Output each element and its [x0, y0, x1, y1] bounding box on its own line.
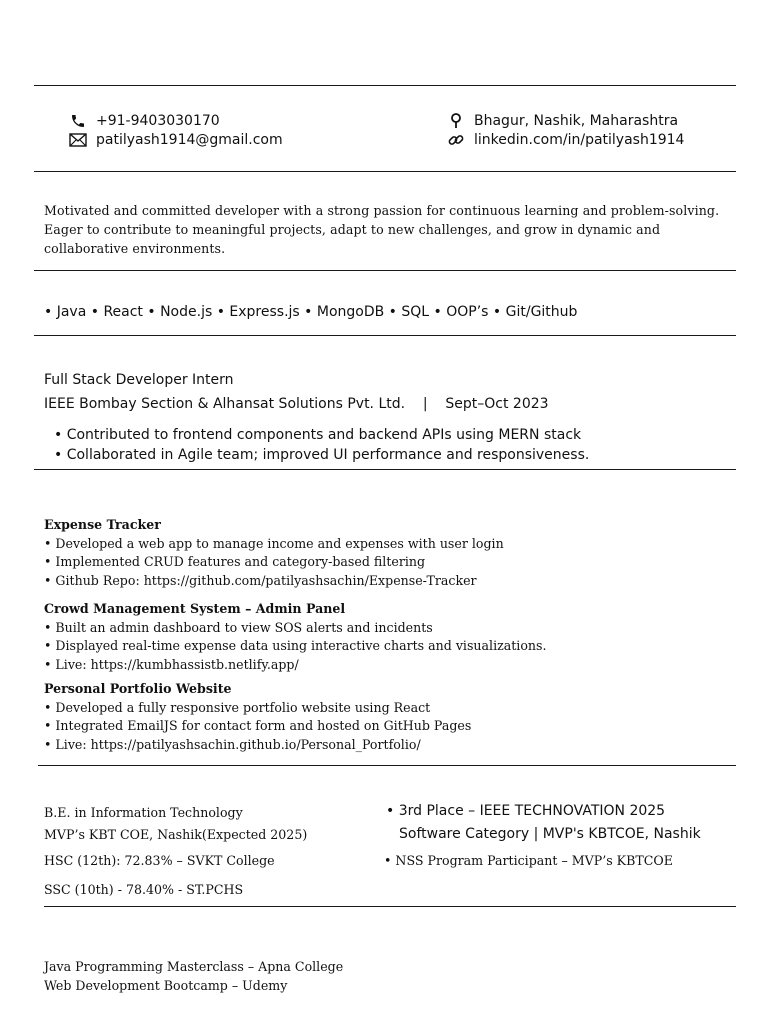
- education-degree: B.E. in Information Technology: [44, 805, 243, 820]
- location-text: Bhagur, Nashik, Maharashtra: [474, 113, 679, 129]
- skills-list: • Java • React • Node.js • Express.js • MongoDB • SQL • OOP’s • Git/Github: [44, 304, 578, 320]
- achievement-award-line1: • 3rd Place – IEEE TECHNOVATION 2025: [386, 803, 666, 819]
- experience-bullets: [54, 425, 589, 465]
- project-bullet: • Displayed real-time expense data using interactive charts and visualizations.: [44, 638, 547, 654]
- contact-linkedin[interactable]: [447, 132, 684, 148]
- education-college: MVP’s KBT COE, Nashik(Expected 2025): [44, 827, 308, 842]
- experience-title: Full Stack Developer Intern: [44, 372, 234, 388]
- project-bullet[interactable]: • Live: https://kumbhassistb.netlify.app/: [44, 656, 299, 672]
- certification-item: Java Programming Masterclass – Apna College: [44, 959, 344, 974]
- experience-divider: [34, 469, 736, 470]
- summary-paragraph: Motivated and committed developer with a strong passion for continuous learning and problem-solving. Eager to contribute to meaningful projects, adapt to new challenges, and grow in dynamic and collaborative environments.: [44, 203, 720, 256]
- project-bullet: • Developed a web app to manage income and expenses with user login: [44, 535, 504, 551]
- achievement-award-line2: Software Category | MVP's KBTCOE, Nashik: [399, 826, 701, 842]
- project-crowd-management: [44, 600, 547, 674]
- experience-bullet: • Contributed to frontend components and backend APIs using MERN stack: [54, 427, 582, 443]
- contact-location: [447, 113, 678, 129]
- project-bullet: • Built an admin dashboard to view SOS alerts and incidents: [44, 619, 433, 635]
- experience-bullet: • Collaborated in Agile team; improved UI performance and responsiveness.: [54, 447, 590, 463]
- project-title: Expense Tracker: [44, 517, 161, 532]
- projects-divider: [38, 765, 736, 766]
- top-divider: [34, 85, 736, 86]
- email-text: patilyash1914@gmail.com: [96, 132, 283, 148]
- summary-divider: [34, 270, 736, 271]
- project-expense-tracker: [44, 516, 504, 590]
- education-hsc: HSC (12th): 72.83% – SVKT College: [44, 853, 275, 868]
- link-icon: [447, 132, 465, 148]
- project-title: Personal Portfolio Website: [44, 681, 232, 696]
- project-bullet: • Integrated EmailJS for contact form and hosted on GitHub Pages: [44, 718, 472, 734]
- education-divider: [44, 906, 736, 907]
- phone-text: +91-9403030170: [96, 113, 220, 129]
- linkedin-text: linkedin.com/in/patilyash1914: [474, 132, 685, 148]
- contact-phone[interactable]: [69, 113, 220, 129]
- certification-item: Web Development Bootcamp – Udemy: [44, 978, 288, 993]
- project-bullet[interactable]: • Github Repo: https://github.com/patilyashsachin/Expense-Tracker: [44, 572, 477, 588]
- project-title: Crowd Management System – Admin Panel: [44, 601, 346, 616]
- project-portfolio: [44, 680, 471, 754]
- contact-divider: [34, 171, 736, 172]
- project-bullet: • Implemented CRUD features and category-based filtering: [44, 554, 426, 570]
- location-pin-icon: [447, 113, 465, 129]
- phone-icon: [69, 113, 87, 129]
- project-bullet[interactable]: • Live: https://patilyashsachin.github.io/Personal_Portfolio/: [44, 736, 421, 752]
- project-bullet: • Developed a fully responsive portfolio website using React: [44, 699, 431, 715]
- experience-company: IEEE Bombay Section & Alhansat Solutions Pvt. Ltd. | Sept–Oct 2023: [44, 396, 549, 412]
- achievement-nss: • NSS Program Participant – MVP’s KBTCOE: [384, 853, 673, 868]
- skills-divider: [34, 335, 736, 336]
- mail-icon: [69, 132, 87, 148]
- education-ssc: SSC (10th) - 78.40% - ST.PCHS: [44, 882, 244, 897]
- contact-email[interactable]: [69, 132, 283, 148]
